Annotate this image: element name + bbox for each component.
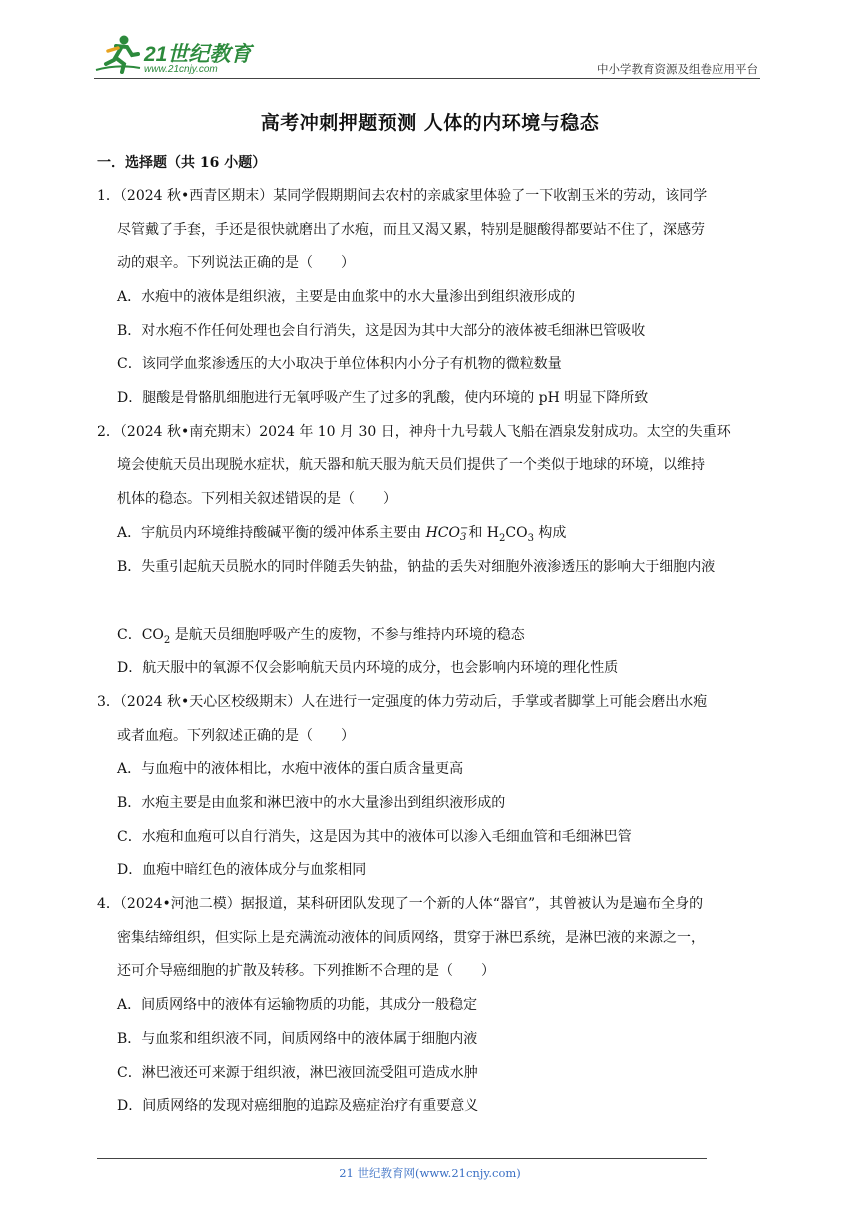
ion-subscript: 3 bbox=[459, 532, 467, 543]
question-4-line-1: 4．（2024•河池二模）据报道，某科研团队发现了一个新的人体“器官”，其曾被认为是遍布全身的 bbox=[97, 896, 704, 912]
h-subscript: 2 bbox=[499, 532, 506, 544]
question-4-line-2: 密集结缔组织，但实际上是充满流动液体的间质网络，贯穿于淋巴系统，是淋巴液的来源之一， bbox=[117, 930, 705, 946]
logo-text: 21世纪教育 bbox=[144, 43, 252, 66]
question-3-option-d[interactable]: D．血疱中暗红色的液体成分与血浆相同 bbox=[117, 862, 367, 878]
question-4-line-3: 还可介导癌细胞的扩散及转移。下列推断不合理的是（ ） bbox=[117, 963, 495, 979]
bicarbonate-formula bbox=[426, 525, 469, 541]
question-4-option-d[interactable]: D．间质网络的发现对癌细胞的追踪及癌症治疗有重要意义 bbox=[117, 1098, 479, 1114]
ion-symbol: HCO bbox=[425, 525, 460, 541]
question-2-line-3: 机体的稳态。下列相关叙述错误的是（ ） bbox=[117, 491, 397, 507]
option-c-prefix: C．CO bbox=[117, 627, 164, 643]
question-1-option-a[interactable]: A．水疱中的液体是组织液，主要是由血浆中的水大量渗出到组织液形成的 bbox=[117, 289, 576, 305]
question-2-option-c[interactable] bbox=[117, 624, 525, 646]
question-1-option-d[interactable]: D．腿酸是骨骼肌细胞进行无氧呼吸产生了过多的乳酸，使内环境的 pH 明显下降所致 bbox=[117, 390, 649, 406]
page-title: 高考冲刺押题预测 人体的内环境与稳态 bbox=[260, 112, 600, 134]
logo-url: www.21cnjy.com bbox=[144, 64, 218, 75]
co-symbol: CO bbox=[505, 525, 528, 541]
co2-subscript: 2 bbox=[163, 634, 171, 646]
question-3-option-c[interactable]: C．水疱和血疱可以自行消失，这是因为其中的液体可以渗入毛细血管和毛细淋巴管 bbox=[117, 829, 632, 845]
question-4-option-c[interactable]: C．淋巴液还可来源于组织液，淋巴液回流受阻可造成水肿 bbox=[117, 1065, 478, 1081]
footer-divider bbox=[97, 1158, 707, 1159]
question-2-option-d[interactable]: D．航天服中的氧源不仅会影响航天员内环境的成分，也会影响内环境的理化性质 bbox=[117, 660, 619, 676]
question-3-line-1: 3．（2024 秋•天心区校级期末）人在进行一定强度的体力劳动后，手掌或者脚掌上可能会磨出水疱 bbox=[97, 694, 708, 710]
option-a-text-mid: 和 H bbox=[468, 525, 500, 541]
question-1-option-b[interactable]: B．对水疱不作任何处理也会自行消失，这是因为其中大部分的液体被毛细淋巴管吸收 bbox=[117, 323, 646, 339]
question-1-line-2: 尽管戴了手套，手还是很快就磨出了水疱，而且又渴又累，特别是腿酸得都要站不住了，深感劳 bbox=[117, 222, 705, 238]
question-1-line-3: 动的艰辛。下列说法正确的是（ ） bbox=[117, 255, 355, 271]
question-3-option-a[interactable]: A．与血疱中的液体相比，水疱中液体的蛋白质含量更高 bbox=[117, 761, 464, 777]
question-4-option-b[interactable]: B．与血浆和组织液不同，间质网络中的液体属于细胞内液 bbox=[117, 1031, 478, 1047]
option-a-text-suffix: 构成 bbox=[533, 525, 567, 541]
question-1-option-c[interactable]: C．该同学血浆渗透压的大小取决于单位体积内小分子有机物的微粒数量 bbox=[117, 356, 562, 372]
header-divider bbox=[94, 78, 760, 79]
question-4-option-a[interactable]: A．间质网络中的液体有运输物质的功能，其成分一般稳定 bbox=[117, 997, 478, 1013]
site-logo[interactable] bbox=[94, 34, 264, 78]
co-subscript: 3 bbox=[527, 532, 534, 544]
section-heading: 一．选择题（共 16 小题） bbox=[97, 155, 267, 171]
question-2-line-2: 境会使航天员出现脱水症状，航天器和航天服为航天员们提供了一个类似于地球的环境，以维持 bbox=[117, 457, 705, 473]
ion-charge: − bbox=[459, 523, 469, 534]
question-2-line-1: 2．（2024 秋•南充期末）2024 年 10 月 30 日，神舟十九号载人飞船在酒泉发射成功。太空的失重环 bbox=[97, 424, 731, 440]
question-2-option-a[interactable] bbox=[117, 522, 566, 544]
option-a-text-prefix: A．宇航员内环境维持酸碱平衡的缓冲体系主要由 bbox=[117, 525, 426, 541]
question-1-line-1: 1．（2024 秋•西青区期末）某同学假期期间去农村的亲戚家里体验了一下收割玉米的劳动，该同学 bbox=[97, 188, 708, 204]
option-c-suffix: 是航天员细胞呼吸产生的废物，不参与维持内环境的稳态 bbox=[170, 627, 525, 643]
footer-link[interactable]: 21 世纪教育网(www.21cnjy.com) bbox=[339, 1166, 521, 1180]
page-header bbox=[94, 28, 760, 80]
question-3-line-2: 或者血疱。下列叙述正确的是（ ） bbox=[117, 728, 355, 744]
question-3-option-b[interactable]: B．水疱主要是由血浆和淋巴液中的水大量渗出到组织液形成的 bbox=[117, 795, 506, 811]
question-2-option-b[interactable]: B．失重引起航天员脱水的同时伴随丢失钠盐，钠盐的丢失对细胞外液渗透压的影响大于细胞内液 bbox=[117, 559, 716, 575]
runner-logo-icon bbox=[94, 34, 142, 74]
platform-name: 中小学教育资源及组卷应用平台 bbox=[597, 62, 758, 76]
